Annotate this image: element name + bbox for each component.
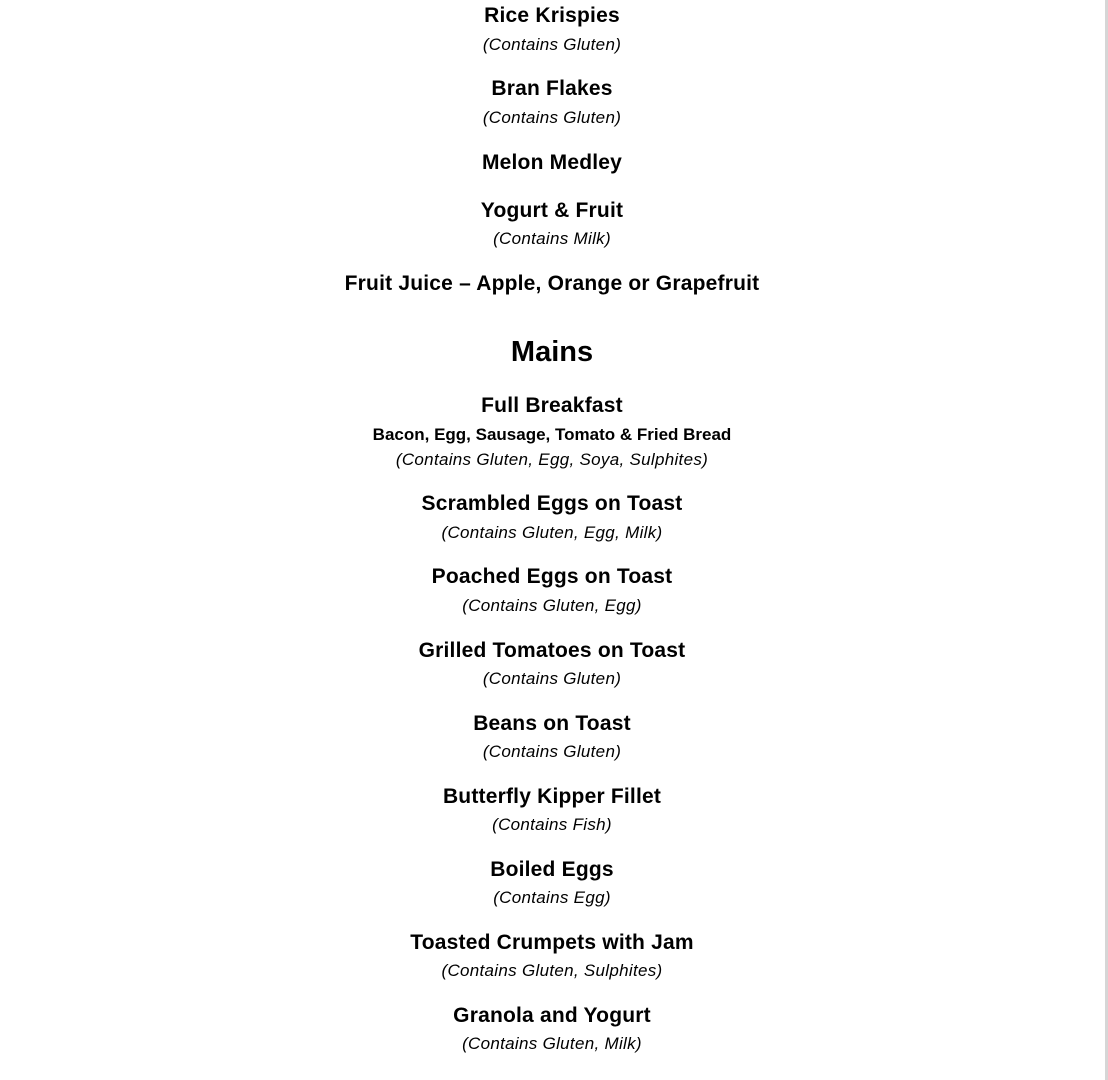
menu-item-allergens: (Contains Gluten, Sulphites): [441, 961, 663, 980]
menu-item-name: Scrambled Eggs on Toast: [421, 492, 683, 515]
menu-item-name: Toasted Crumpets with Jam: [410, 931, 694, 954]
menu-item-allergens: (Contains Gluten, Milk): [462, 1034, 642, 1053]
menu-item-name: Fruit Juice – Apple, Orange or Grapefruit: [344, 272, 760, 295]
menu-item-allergens: (Contains Fish): [492, 815, 612, 834]
menu-item-name: Yogurt & Fruit: [480, 199, 624, 222]
menu-item-name: Granola and Yogurt: [453, 1004, 651, 1027]
menu-item-allergens: (Contains Gluten): [482, 742, 622, 761]
menu-item-allergens: (Contains Egg): [493, 888, 611, 907]
menu-item-allergens: (Contains Gluten, Egg, Soya, Sulphites): [395, 450, 709, 469]
menu-item-description: Bacon, Egg, Sausage, Tomato & Fried Bread: [372, 425, 732, 444]
menu-item-name: Beans on Toast: [473, 712, 631, 735]
menu-item-name: Bran Flakes: [491, 77, 613, 100]
section-title: Mains: [510, 336, 594, 368]
menu-item-name: Melon Medley: [481, 151, 623, 174]
menu-item-name: Grilled Tomatoes on Toast: [418, 639, 686, 662]
menu-item-name: Rice Krispies: [484, 4, 620, 27]
menu-item-allergens: (Contains Gluten, Egg, Milk): [441, 523, 663, 542]
menu-item-allergens: (Contains Milk): [493, 229, 611, 248]
menu-item-name: Poached Eggs on Toast: [431, 565, 673, 588]
menu-item-allergens: (Contains Gluten): [482, 669, 622, 688]
menu-item-name: Butterfly Kipper Fillet: [442, 785, 662, 808]
menu-item-allergens: (Contains Gluten): [482, 108, 622, 127]
menu-item-name: Full Breakfast: [481, 394, 623, 417]
menu-item-allergens: (Contains Gluten): [482, 35, 622, 54]
menu-item-allergens: (Contains Gluten, Egg): [462, 596, 642, 615]
menu-item-name: Boiled Eggs: [490, 858, 614, 881]
